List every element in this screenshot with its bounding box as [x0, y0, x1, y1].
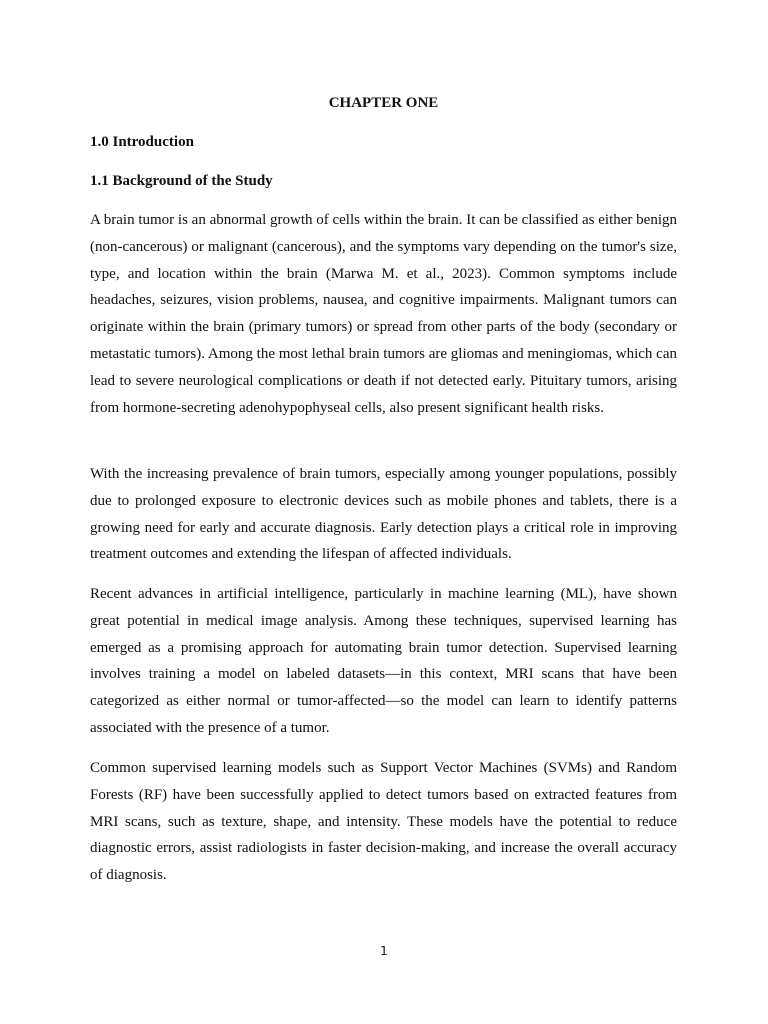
- paragraph-3: Recent advances in artificial intelligence, particularly in machine learning (ML), have shown great potential in medical image analysis. Among these techniques, supervised learning has emerged as a promising approach for automating brain tumor detection. Supervised learning involves training a model on labeled datasets—in this context, MRI scans that have been categorized as either normal or tumor-affected—so the model can learn to identify patterns associated with the presence of a tumor.: [90, 586, 677, 736]
- paragraph-1: A brain tumor is an abnormal growth of cells within the brain. It can be classified as either benign (non-cancerous) or malignant (cancerous), and the symptoms vary depending on the tumor's size, type, and location within the brain (Marwa M. et al., 2023). Common symptoms include headaches, seizures, vision problems, nausea, and cognitive impairments. Malignant tumors can originate within the brain (primary tumors) or spread from other parts of the body (secondary or metastatic tumors). Among the most lethal brain tumors are gliomas and meningiomas, which can lead to severe neurological complications or death if not detected early. Pituitary tumors, arising from hormone-secreting adenohypophyseal cells, also present significant health risks.: [90, 212, 677, 416]
- section-heading: 1.0 Introduction: [90, 134, 194, 150]
- page-number: 1: [380, 944, 388, 958]
- chapter-title: CHAPTER ONE: [328, 95, 439, 111]
- paragraph-4: Common supervised learning models such as Support Vector Machines (SVMs) and Random Forests (RF) have been successfully applied to detect tumors based on extracted features from MRI scans, such as texture, shape, and intensity. These models have the potential to reduce diagnostic errors, assist radiologists in faster decision-making, and increase the overall accuracy of diagnosis.: [90, 760, 677, 884]
- subsection-heading: 1.1 Background of the Study: [90, 173, 273, 189]
- paragraph-2: With the increasing prevalence of brain tumors, especially among younger populations, possibly due to prolonged exposure to electronic devices such as mobile phones and tablets, there is a growing need for early and accurate diagnosis. Early detection plays a critical role in improving treatment outcomes and extending the lifespan of affected individuals.: [90, 466, 677, 563]
